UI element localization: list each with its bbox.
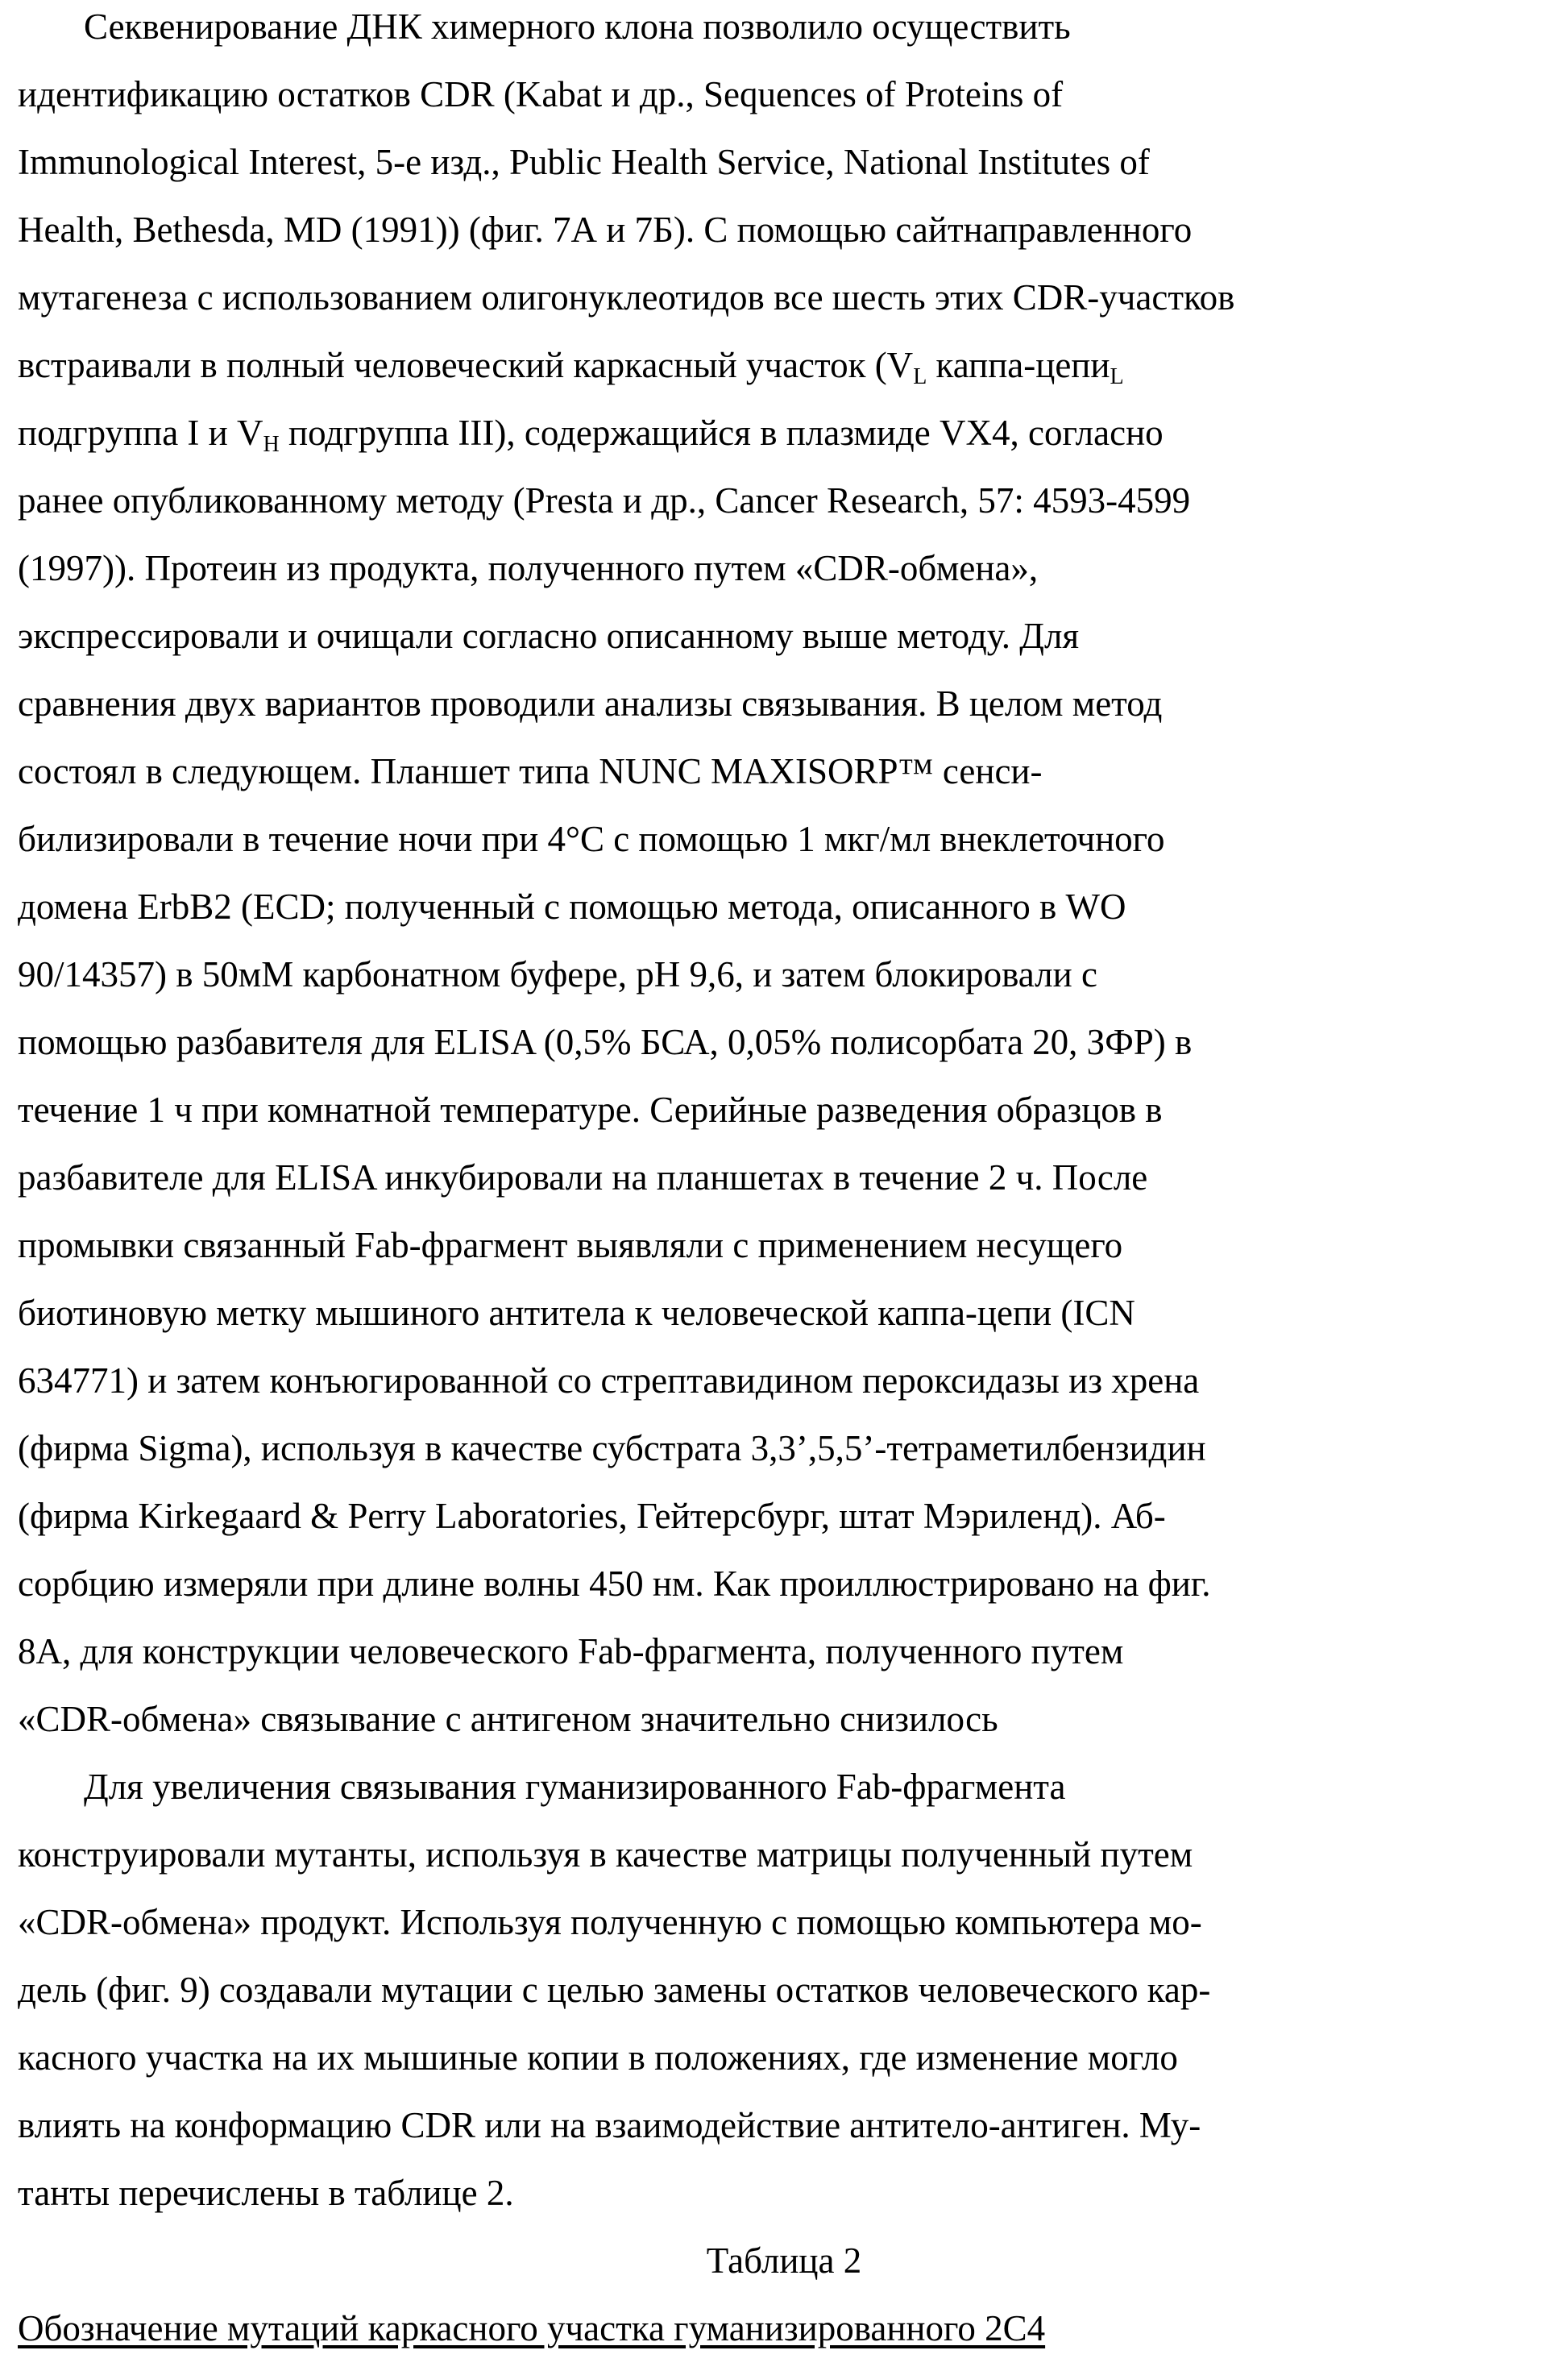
text-line xyxy=(18,399,1164,467)
text-line: сравнения двух вариантов проводили анализы связывания. В целом метод xyxy=(18,670,1162,737)
text-line: Immunological Interest, 5-е изд., Public Health Service, National Institutes of xyxy=(18,128,1150,196)
text-line: экспрессировали и очищали согласно описанному выше методу. Для xyxy=(18,602,1079,670)
text-line: Health, Bethesda, MD (1991)) (фиг. 7А и 7Б). С помощью сайтнаправленного xyxy=(18,196,1192,264)
text-line: конструировали мутанты, используя в качестве матрицы полученный путем xyxy=(18,1821,1193,1888)
text-line: домена ErbB2 (ECD; полученный с помощью метода, описанного в WO xyxy=(18,873,1126,941)
text-line: (1997)). Протеин из продукта, полученного путем «CDR-обмена», xyxy=(18,534,1038,602)
text-line: влиять на конформацию CDR или на взаимодействие антитело-антиген. Му- xyxy=(18,2091,1201,2159)
text-segment: каппа-цепи xyxy=(927,345,1110,385)
text-line: 8А, для конструкции человеческого Fab-фрагмента, полученного путем xyxy=(18,1617,1123,1685)
text-segment: подгруппа III), содержащийся в плазмиде VX4, согласно xyxy=(280,413,1164,453)
text-line: билизировали в течение ночи при 4°С с помощью 1 мкг/мл внеклеточного xyxy=(18,805,1165,873)
text-line: «CDR-обмена» продукт. Используя полученную с помощью компьютера мо- xyxy=(18,1888,1202,1956)
text-line: промывки связанный Fab-фрагмент выявляли с применением несущего xyxy=(18,1211,1122,1279)
text-line: танты перечислены в таблице 2. xyxy=(18,2159,514,2227)
text-line: 634771) и затем конъюгированной со стрептавидином пероксидазы из хрена xyxy=(18,1347,1199,1414)
text-line: касного участка на их мышиные копии в положениях, где изменение могло xyxy=(18,2024,1178,2091)
table-title: Обозначение мутаций каркасного участка гуманизированного 2С4 xyxy=(18,2294,1045,2362)
text-segment: подгруппа I и V xyxy=(18,413,263,453)
text-line: состоял в следующем. Планшет типа NUNC MAXISORP™ сенси- xyxy=(18,737,1043,805)
text-line: (фирма Sigma), используя в качестве субстрата 3,3’,5,5’-тетраметилбензидин xyxy=(18,1414,1206,1482)
text-line: помощью разбавителя для ELISA (0,5% БСА, 0,05% полисорбата 20, ЗФР) в xyxy=(18,1008,1192,1076)
text-line: течение 1 ч при комнатной температуре. Серийные разведения образцов в xyxy=(18,1076,1163,1144)
text-line xyxy=(18,331,1124,399)
subscript: L xyxy=(913,364,927,389)
table-label: Таблица 2 xyxy=(0,2227,1568,2294)
text-line: мутагенеза с использованием олигонуклеотидов все шесть этих CDR-участков xyxy=(18,264,1234,331)
text-line: биотиновую метку мышиного антитела к человеческой каппа-цепи (ICN xyxy=(18,1279,1135,1347)
text-line: сорбцию измеряли при длине волны 450 нм. Как проиллюстрировано на фиг. xyxy=(18,1550,1211,1617)
text-line: Секвенирование ДНК химерного клона позволило осуществить xyxy=(84,0,1071,60)
text-line: (фирма Kirkegaard & Perry Laboratories, Гейтерсбург, штат Мэриленд). Аб- xyxy=(18,1482,1166,1550)
subscript: H xyxy=(263,432,280,457)
subscript: L xyxy=(1110,364,1123,389)
text-line: ранее опубликованному методу (Presta и др., Cancer Research, 57: 4593-4599 xyxy=(18,467,1190,534)
text-line: дель (фиг. 9) создавали мутации с целью замены остатков человеческого кар- xyxy=(18,1956,1210,2024)
text-line: Для увеличения связывания гуманизированного Fab-фрагмента xyxy=(84,1753,1066,1821)
text-segment: встраивали в полный человеческий каркасный участок (V xyxy=(18,345,913,385)
text-line: 90/14357) в 50мМ карбонатном буфере, рН 9,6, и затем блокировали с xyxy=(18,941,1097,1008)
text-line: «CDR-обмена» связывание с антигеном значительно снизилось xyxy=(18,1685,998,1753)
text-line: разбавителе для ELISA инкубировали на планшетах в течение 2 ч. После xyxy=(18,1144,1147,1211)
text-line: идентификацию остатков CDR (Kabat и др., Sequences of Proteins of xyxy=(18,60,1063,128)
